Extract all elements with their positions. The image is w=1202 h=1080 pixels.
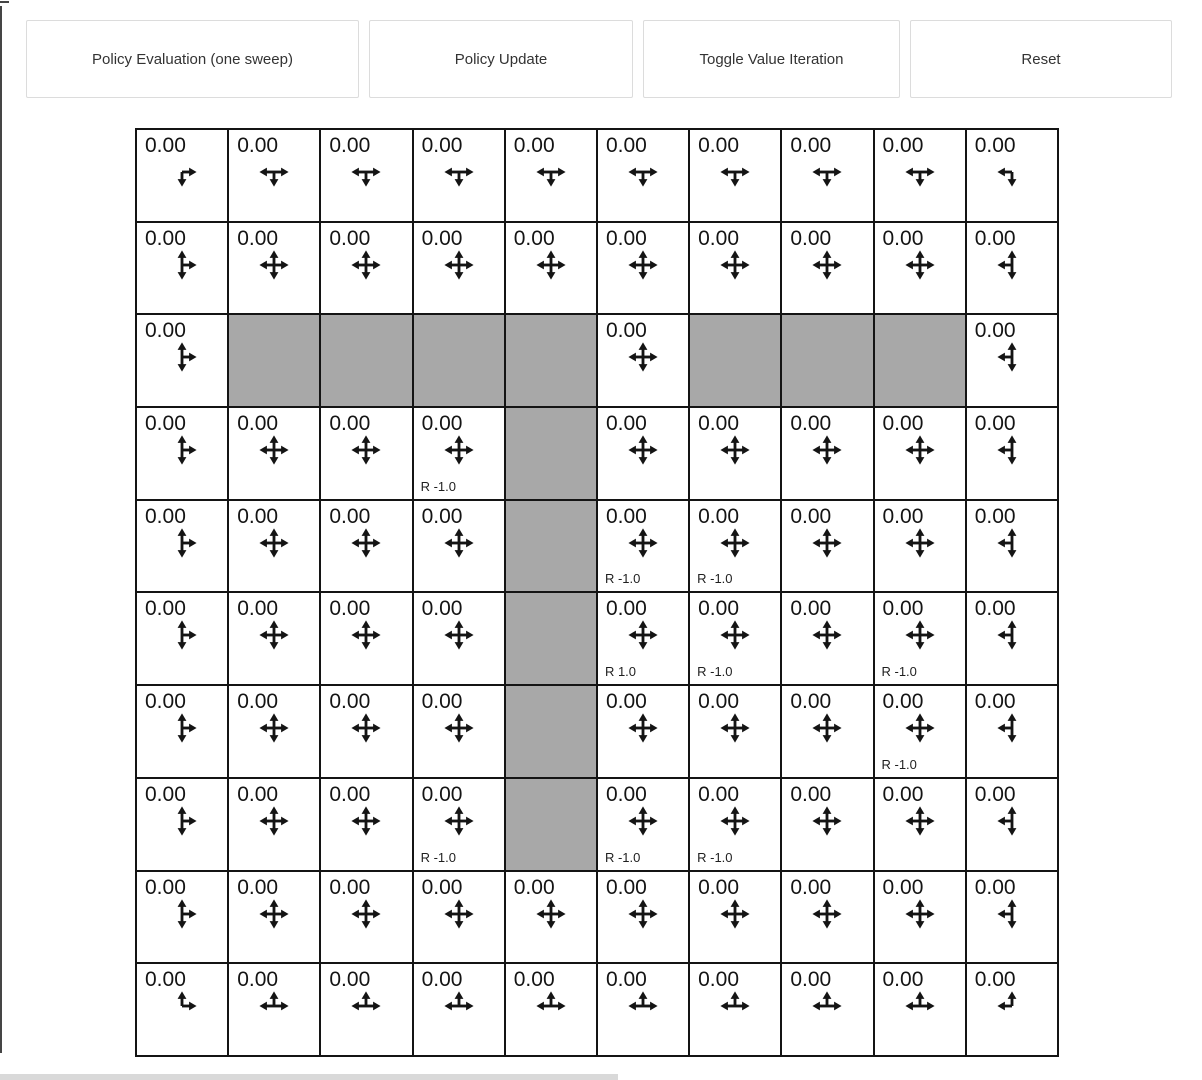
arrow-ul-icon: [967, 991, 1057, 1021]
grid-cell: [874, 778, 966, 871]
grid-cell: [320, 778, 412, 871]
cell-value: 0.00: [605, 597, 647, 621]
wall-cell: [505, 685, 597, 778]
wall-cell: [228, 314, 320, 407]
wall-cell: [505, 778, 597, 871]
grid-cell: [136, 129, 228, 222]
grid-cell: [966, 129, 1058, 222]
cell-value: 0.00: [698, 968, 739, 992]
cell-value: 0.00: [145, 782, 186, 806]
arrow-udlr-icon: [321, 713, 411, 743]
arrow-udlr-icon: [229, 250, 319, 280]
cell-value: 0.00: [329, 134, 371, 157]
grid-cell: [966, 314, 1058, 407]
arrow-udr-icon: [137, 620, 227, 650]
arrow-udlr-icon: [690, 435, 780, 465]
cell-value: 0.00: [421, 597, 463, 621]
cell-value: 0.00: [145, 968, 186, 992]
grid-cell: [966, 963, 1058, 1056]
cell-value: 0.00: [329, 968, 371, 992]
arrow-udl-icon: [967, 713, 1057, 743]
grid-cell: [966, 871, 1058, 964]
arrow-udlr-icon: [229, 806, 319, 836]
grid-cell: [320, 500, 412, 593]
arrow-ulr-icon: [690, 991, 780, 1021]
arrow-udlr-icon: [598, 899, 688, 929]
cell-value: 0.00: [329, 782, 371, 806]
reward-label: R -1.0: [697, 849, 733, 865]
grid-cell: [689, 222, 781, 315]
arrow-udlr-icon: [875, 899, 965, 929]
arrow-udlr-icon: [229, 435, 319, 465]
grid-cell: [228, 129, 320, 222]
cell-value: 0.00: [790, 968, 832, 992]
arrow-udlr-icon: [782, 806, 872, 836]
grid-cell: [136, 778, 228, 871]
cell-value: 0.00: [237, 597, 279, 621]
grid-cell: [966, 407, 1058, 500]
grid-cell: [413, 871, 505, 964]
arrow-udlr-icon: [875, 806, 965, 836]
arrow-udr-icon: [137, 713, 227, 743]
cell-value: 0.00: [329, 597, 371, 621]
arrow-dl-icon: [967, 157, 1057, 187]
cell-value: 0.00: [605, 412, 647, 436]
grid-cell: [781, 685, 873, 778]
cell-value: 0.00: [237, 968, 279, 992]
reward-label: R -1.0: [420, 478, 456, 494]
cell-value: 0.00: [974, 690, 1016, 714]
cell-value: 0.00: [329, 504, 371, 528]
grid-cell: [505, 963, 597, 1056]
arrow-udlr-icon: [321, 528, 411, 558]
arrow-udlr-icon: [414, 528, 504, 558]
cell-value: 0.00: [329, 412, 371, 436]
cell-value: 0.00: [145, 504, 186, 528]
cell-value: 0.00: [513, 226, 555, 250]
cell-value: 0.00: [237, 782, 279, 806]
grid-cell: [320, 685, 412, 778]
arrow-udr-icon: [137, 250, 227, 280]
grid-cell: [597, 685, 689, 778]
grid-cell: [136, 314, 228, 407]
wall-cell: [413, 314, 505, 407]
cell-value: 0.00: [237, 226, 279, 250]
grid-cell: [966, 685, 1058, 778]
cell-value: 0.00: [698, 782, 739, 806]
grid-cell: [597, 500, 689, 593]
arrow-udlr-icon: [414, 713, 504, 743]
cell-value: 0.00: [237, 412, 279, 436]
grid-cell: [781, 778, 873, 871]
arrow-udlr-icon: [782, 528, 872, 558]
cell-value: 0.00: [329, 226, 371, 250]
grid-cell: [597, 592, 689, 685]
cell-value: 0.00: [974, 875, 1016, 899]
grid-cell: [874, 685, 966, 778]
arrow-udlr-icon: [782, 899, 872, 929]
reward-label: R -1.0: [881, 756, 917, 772]
grid-cell: [966, 500, 1058, 593]
cell-value: 0.00: [974, 782, 1016, 806]
grid-cell: [781, 592, 873, 685]
cell-value: 0.00: [605, 875, 647, 899]
arrow-udlr-icon: [229, 713, 319, 743]
cell-value: 0.00: [974, 597, 1016, 621]
cell-value: 0.00: [605, 968, 647, 992]
arrow-udlr-icon: [321, 250, 411, 280]
arrow-udl-icon: [967, 620, 1057, 650]
cell-value: 0.00: [882, 226, 924, 250]
grid-cell: [874, 222, 966, 315]
cell-value: 0.00: [882, 690, 924, 714]
gridworld: [135, 128, 1059, 1057]
grid-cell: [228, 407, 320, 500]
grid-cell: [228, 592, 320, 685]
toolbar: [26, 20, 1172, 98]
cell-value: 0.00: [882, 968, 924, 992]
arrow-udlr-icon: [598, 620, 688, 650]
cell-value: 0.00: [790, 875, 832, 899]
cell-value: 0.00: [421, 782, 463, 806]
arrow-ulr-icon: [229, 991, 319, 1021]
cell-value: 0.00: [790, 412, 832, 436]
grid-cell: [781, 963, 873, 1056]
arrow-udlr-icon: [414, 250, 504, 280]
grid-cell: [597, 871, 689, 964]
cell-value: 0.00: [882, 412, 924, 436]
grid-cell: [966, 222, 1058, 315]
arrow-udlr-icon: [690, 528, 780, 558]
arrow-udlr-icon: [875, 528, 965, 558]
reward-label: R -1.0: [697, 571, 733, 587]
arrow-dlr-icon: [782, 157, 872, 187]
reward-label: R -1.0: [604, 571, 641, 587]
arrow-udlr-icon: [690, 620, 780, 650]
cell-value: 0.00: [882, 782, 924, 806]
cell-value: 0.00: [145, 319, 186, 343]
cell-value: 0.00: [790, 134, 832, 157]
arrow-dlr-icon: [229, 157, 319, 187]
cell-value: 0.00: [698, 690, 739, 714]
grid-cell: [781, 500, 873, 593]
cell-value: 0.00: [605, 226, 647, 250]
arrow-ulr-icon: [414, 991, 504, 1021]
grid-cell: [689, 685, 781, 778]
cell-value: 0.00: [421, 968, 463, 992]
cell-value: 0.00: [698, 226, 739, 250]
cell-value: 0.00: [974, 134, 1016, 157]
grid-cell: [689, 407, 781, 500]
grid-cell: [320, 407, 412, 500]
grid-cell: [597, 314, 689, 407]
grid-cell: [597, 222, 689, 315]
cell-value: 0.00: [698, 412, 739, 436]
wall-cell: [781, 314, 873, 407]
policy-update-button[interactable]: Policy Update: [369, 20, 633, 98]
arrow-udlr-icon: [506, 250, 596, 280]
arrow-udlr-icon: [690, 250, 780, 280]
cell-value: 0.00: [974, 968, 1016, 992]
cell-value: 0.00: [145, 690, 186, 714]
arrow-udlr-icon: [414, 620, 504, 650]
arrow-udl-icon: [967, 528, 1057, 558]
cell-value: 0.00: [882, 134, 924, 157]
grid-cell: [689, 592, 781, 685]
grid-cell: [874, 129, 966, 222]
window-bottom-strip: [0, 1074, 618, 1080]
cell-value: 0.00: [237, 504, 279, 528]
arrow-dlr-icon: [690, 157, 780, 187]
grid-cell: [228, 963, 320, 1056]
cell-value: 0.00: [790, 782, 832, 806]
cell-value: 0.00: [605, 319, 647, 343]
arrow-udlr-icon: [229, 620, 319, 650]
wall-cell: [874, 314, 966, 407]
grid-cell: [136, 500, 228, 593]
cell-value: 0.00: [421, 412, 463, 436]
arrow-udlr-icon: [598, 528, 688, 558]
cell-value: 0.00: [790, 690, 832, 714]
arrow-udlr-icon: [598, 806, 688, 836]
arrow-udl-icon: [967, 899, 1057, 929]
arrow-udlr-icon: [414, 435, 504, 465]
cell-value: 0.00: [145, 226, 186, 250]
cell-value: 0.00: [237, 690, 279, 714]
wall-cell: [505, 407, 597, 500]
cell-value: 0.00: [882, 875, 924, 899]
cell-value: 0.00: [145, 597, 186, 621]
cell-value: 0.00: [513, 134, 555, 157]
arrow-ulr-icon: [321, 991, 411, 1021]
cell-value: 0.00: [698, 597, 739, 621]
arrow-udlr-icon: [598, 342, 688, 372]
grid-cell: [320, 871, 412, 964]
grid-cell: [413, 129, 505, 222]
cell-value: 0.00: [974, 504, 1016, 528]
arrow-udlr-icon: [875, 620, 965, 650]
grid-cell: [689, 871, 781, 964]
arrow-udlr-icon: [414, 899, 504, 929]
grid-cell: [781, 407, 873, 500]
arrow-udr-icon: [137, 806, 227, 836]
reset-button[interactable]: Reset: [910, 20, 1172, 98]
grid-cell: [874, 592, 966, 685]
cell-value: 0.00: [605, 504, 647, 528]
grid-cell: [228, 685, 320, 778]
arrow-udlr-icon: [598, 713, 688, 743]
arrow-dr-icon: [137, 157, 227, 187]
grid-cell: [320, 222, 412, 315]
cell-value: 0.00: [790, 504, 832, 528]
grid-cell: [597, 963, 689, 1056]
reward-label: R -1.0: [420, 849, 456, 865]
wall-cell: [320, 314, 412, 407]
cell-value: 0.00: [882, 597, 924, 621]
grid-cell: [505, 871, 597, 964]
arrow-udl-icon: [967, 806, 1057, 836]
grid-cell: [136, 407, 228, 500]
cell-value: 0.00: [974, 319, 1016, 343]
grid-cell: [689, 129, 781, 222]
arrow-udlr-icon: [414, 806, 504, 836]
grid-cell: [597, 778, 689, 871]
grid-cell: [228, 500, 320, 593]
grid-cell: [413, 222, 505, 315]
reward-label: R -1.0: [697, 664, 733, 680]
arrow-udl-icon: [967, 342, 1057, 372]
cell-value: 0.00: [421, 690, 463, 714]
cell-value: 0.00: [421, 875, 463, 899]
wall-cell: [505, 314, 597, 407]
grid-cell: [413, 685, 505, 778]
grid-cell: [228, 871, 320, 964]
cell-value: 0.00: [790, 226, 832, 250]
cell-value: 0.00: [237, 875, 279, 899]
grid-cell: [874, 500, 966, 593]
arrow-dlr-icon: [414, 157, 504, 187]
grid-cell: [874, 407, 966, 500]
grid-cell: [413, 778, 505, 871]
cell-value: 0.00: [145, 412, 186, 436]
cell-value: 0.00: [237, 134, 279, 157]
arrow-udlr-icon: [690, 899, 780, 929]
arrow-udlr-icon: [782, 713, 872, 743]
cell-value: 0.00: [605, 782, 647, 806]
grid-cell: [413, 500, 505, 593]
arrow-udlr-icon: [782, 435, 872, 465]
grid-cell: [320, 592, 412, 685]
arrow-udlr-icon: [321, 620, 411, 650]
cell-value: 0.00: [421, 226, 463, 250]
arrow-ulr-icon: [875, 991, 965, 1021]
grid-cell: [781, 871, 873, 964]
cell-value: 0.00: [605, 134, 647, 157]
grid-cell: [136, 592, 228, 685]
grid-cell: [413, 963, 505, 1056]
cell-value: 0.00: [329, 690, 371, 714]
cell-value: 0.00: [421, 134, 463, 157]
reward-label: R 1.0: [604, 664, 637, 680]
arrow-udlr-icon: [690, 713, 780, 743]
grid-cell: [966, 778, 1058, 871]
arrow-udlr-icon: [690, 806, 780, 836]
grid-cell: [689, 963, 781, 1056]
arrow-dlr-icon: [321, 157, 411, 187]
grid-cell: [874, 963, 966, 1056]
grid-cell: [320, 129, 412, 222]
cell-value: 0.00: [974, 226, 1016, 250]
arrow-udr-icon: [137, 528, 227, 558]
cell-value: 0.00: [790, 597, 832, 621]
toggle-value-iteration-button[interactable]: Toggle Value Iteration: [643, 20, 900, 98]
grid-cell: [413, 407, 505, 500]
grid-cell: [781, 129, 873, 222]
arrow-dlr-icon: [506, 157, 596, 187]
grid-cell: [597, 407, 689, 500]
arrow-udr-icon: [137, 435, 227, 465]
arrow-udr-icon: [137, 899, 227, 929]
arrow-udlr-icon: [229, 528, 319, 558]
cell-value: 0.00: [698, 504, 739, 528]
cell-value: 0.00: [421, 504, 463, 528]
cell-value: 0.00: [329, 875, 371, 899]
cell-value: 0.00: [698, 134, 739, 157]
arrow-dlr-icon: [875, 157, 965, 187]
grid-cell: [136, 685, 228, 778]
grid-cell: [966, 592, 1058, 685]
grid-cell: [413, 592, 505, 685]
cell-value: 0.00: [698, 875, 739, 899]
arrow-udr-icon: [137, 342, 227, 372]
grid-cell: [136, 222, 228, 315]
cell-value: 0.00: [145, 134, 186, 157]
arrow-udlr-icon: [782, 250, 872, 280]
wall-cell: [689, 314, 781, 407]
arrow-udlr-icon: [321, 806, 411, 836]
window-left-edge: [0, 6, 2, 1053]
grid-cell: [136, 871, 228, 964]
arrow-udlr-icon: [875, 713, 965, 743]
cell-value: 0.00: [974, 412, 1016, 436]
grid-cell: [228, 778, 320, 871]
arrow-udlr-icon: [321, 899, 411, 929]
grid-cell: [689, 778, 781, 871]
arrow-udl-icon: [967, 250, 1057, 280]
arrow-udl-icon: [967, 435, 1057, 465]
grid-cell: [874, 871, 966, 964]
grid-cell: [505, 222, 597, 315]
arrow-ur-icon: [137, 991, 227, 1021]
arrow-udlr-icon: [598, 250, 688, 280]
policy-evaluation-button[interactable]: Policy Evaluation (one sweep): [26, 20, 359, 98]
reward-label: R -1.0: [881, 664, 917, 680]
arrow-udlr-icon: [598, 435, 688, 465]
arrow-dlr-icon: [598, 157, 688, 187]
cell-value: 0.00: [513, 968, 555, 992]
cell-value: 0.00: [605, 690, 647, 714]
arrow-udlr-icon: [229, 899, 319, 929]
wall-cell: [505, 592, 597, 685]
grid-cell: [597, 129, 689, 222]
reward-label: R -1.0: [604, 849, 641, 865]
arrow-udlr-icon: [875, 435, 965, 465]
arrow-ulr-icon: [506, 991, 596, 1021]
cell-value: 0.00: [145, 875, 186, 899]
grid-cell: [136, 963, 228, 1056]
arrow-udlr-icon: [321, 435, 411, 465]
cell-value: 0.00: [513, 875, 555, 899]
grid-cell: [689, 500, 781, 593]
arrow-udlr-icon: [875, 250, 965, 280]
cell-value: 0.00: [882, 504, 924, 528]
arrow-udlr-icon: [506, 899, 596, 929]
grid-cell: [505, 129, 597, 222]
grid-cell: [781, 222, 873, 315]
wall-cell: [505, 500, 597, 593]
arrow-ulr-icon: [598, 991, 688, 1021]
arrow-ulr-icon: [782, 991, 872, 1021]
grid-cell: [228, 222, 320, 315]
window-top-edge: [0, 1, 9, 3]
arrow-udlr-icon: [782, 620, 872, 650]
grid-cell: [320, 963, 412, 1056]
